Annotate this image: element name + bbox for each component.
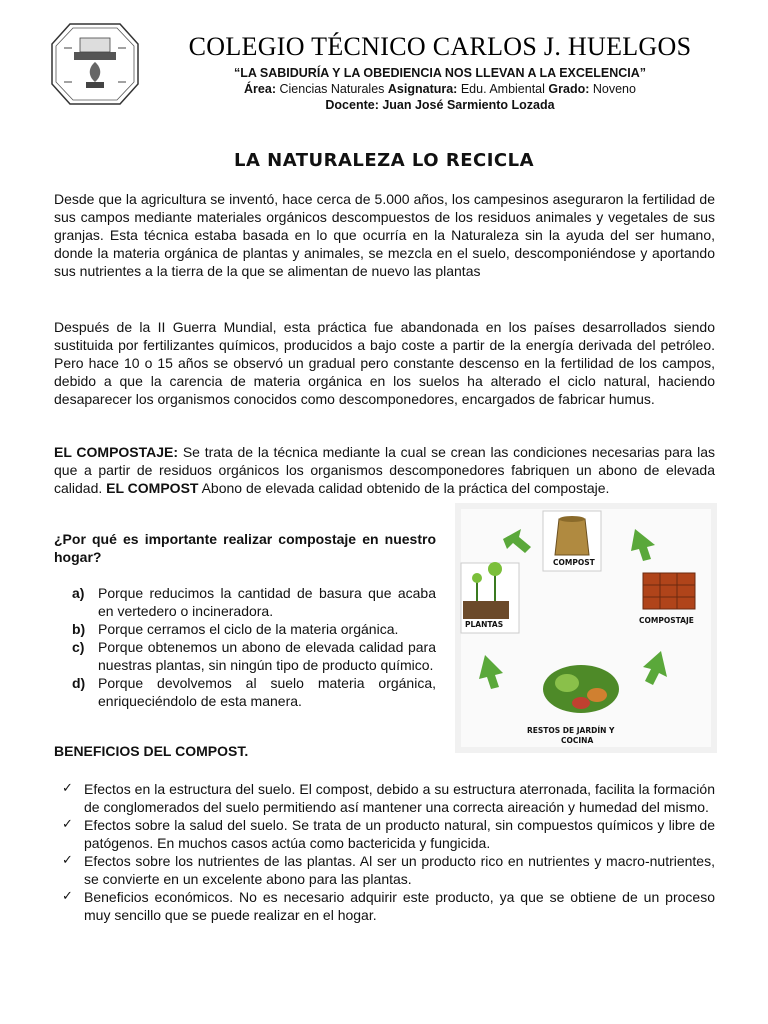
option-text: Porque reducimos la cantidad de basura que acaba en vertedero o incineradora. [98, 585, 436, 619]
school-motto: “LA SABIDURÍA Y LA OBEDIENCIA NOS LLEVAN A LA EXCELENCIA” [233, 66, 647, 80]
label-restos-2: COCINA [561, 736, 594, 745]
list-item [72, 638, 436, 674]
question-heading: ¿Por qué es importante realizar compostaje en nuestro hogar? [54, 531, 436, 565]
benefit-text: Efectos en la estructura del suelo. El compost, debido a su estructura aterronada, facilita la formación de conglomerados del suelo permitiendo así mantener una correcta aireación y humedad del mismo. [84, 781, 715, 815]
benefits-heading: BENEFICIOS DEL COMPOST. [54, 743, 249, 759]
school-logo [50, 22, 140, 106]
list-item [62, 888, 715, 924]
paragraph-1: Desde que la agricultura se inventó, hace cerca de 5.000 años, los campesinos aseguraron la fertilidad de sus campos mediante materiales orgánicos descompuestos de los residuos animales y vegetales de sus granjas. Esta técnica estaba basada en lo que ocurría en la Naturaleza sin la ayuda del ser humano, donde la materia orgánica de plantas y animales, se mezcla en el suelo, descomponiéndose y aportando sus nutrientes a la tierra de la que se alimentan de nuevo las plantas [54, 191, 715, 279]
list-item [62, 816, 715, 852]
label-compost: COMPOST [553, 558, 595, 567]
label-compostaje: COMPOSTAJE [639, 616, 694, 625]
options-list [72, 584, 436, 710]
compost-bin-icon [643, 573, 695, 609]
course-info [150, 82, 730, 96]
subject-value: Edu. Ambiental [460, 82, 545, 96]
paragraph-compostaje [54, 443, 715, 497]
option-text: Porque obtenemos un abono de elevada calidad para nuestras plantas, sin ningún tipo de producto químico. [98, 639, 436, 673]
benefits-list [62, 780, 715, 924]
checkmark-icon: ✓ [62, 781, 73, 796]
document-title: LA NATURALEZA LO RECICLA [233, 150, 535, 171]
compostaje-definition: Se trata de la técnica mediante la cual se crean las condiciones necesarias para las que a partir de residuos orgánicos los organismos descomponedores fabriquen un abono de elevada calidad. [54, 444, 715, 496]
list-item [62, 780, 715, 816]
garden-waste-icon [543, 665, 619, 713]
option-text: Porque cerramos el ciclo de la materia orgánica. [98, 621, 399, 637]
compost-cycle-diagram [455, 503, 717, 753]
school-name: COLEGIO TÉCNICO CARLOS J. HUELGOS [188, 32, 692, 61]
area-value: Ciencias Naturales [279, 82, 385, 96]
checkmark-icon: ✓ [62, 853, 73, 868]
label-restos-1: RESTOS DE JARDÍN Y [527, 726, 615, 735]
benefit-text: Efectos sobre la salud del suelo. Se trata de un producto natural, sin compuestos químicos y libre de patógenos. En muchos casos actúa como bactericida y fungicida. [84, 817, 715, 851]
area-label: Área: [244, 82, 276, 96]
option-text: Porque devolvemos al suelo materia orgánica, enriqueciéndolo de esta manera. [98, 675, 436, 709]
compost-definition: Abono de elevada calidad obtenido de la práctica del compostaje. [198, 480, 610, 496]
checkmark-icon: ✓ [62, 817, 73, 832]
benefit-text: Efectos sobre los nutrientes de las plantas. Al ser un producto rico en nutrientes y macro-nutrientes, se convierte en un excelente abono para las plantas. [84, 853, 715, 887]
option-letter: d) [72, 675, 86, 691]
grade-label: Grado: [548, 82, 590, 96]
compostaje-term: EL COMPOSTAJE: [54, 444, 179, 460]
benefit-text: Beneficios económicos. No es necesario adquirir este producto, ya que se obtiene de un proceso muy sencillo que se puede realizar en el hogar. [84, 889, 715, 923]
list-item [72, 584, 436, 620]
list-item [72, 674, 436, 710]
teacher-name: Docente: Juan José Sarmiento Lozada [325, 98, 555, 112]
option-letter: b) [72, 621, 86, 637]
list-item [72, 620, 436, 638]
option-letter: c) [72, 639, 85, 655]
paragraph-2: Después de la II Guerra Mundial, esta práctica fue abandonada en los países desarrollados siendo sustituida por fertilizantes químicos, producidos a bajo coste a partir de la energía derivada del petróleo. Pero hace 10 o 15 años se observó un gradual pero constante descenso en la fertilidad de los campos, debido a que la carencia de materia orgánica en los suelos ha alterado el ciclo natural, haciendo desaparecer los organismos conocidos como descomponedores, encargados de fabricar humus. [54, 319, 715, 407]
list-item [62, 852, 715, 888]
checkmark-icon: ✓ [62, 889, 73, 904]
grade-value: Noveno [592, 82, 636, 96]
subject-label: Asignatura: [387, 82, 458, 96]
label-plantas: PLANTAS [465, 620, 504, 629]
compost-term: EL COMPOST [106, 480, 199, 496]
option-letter: a) [72, 585, 85, 601]
